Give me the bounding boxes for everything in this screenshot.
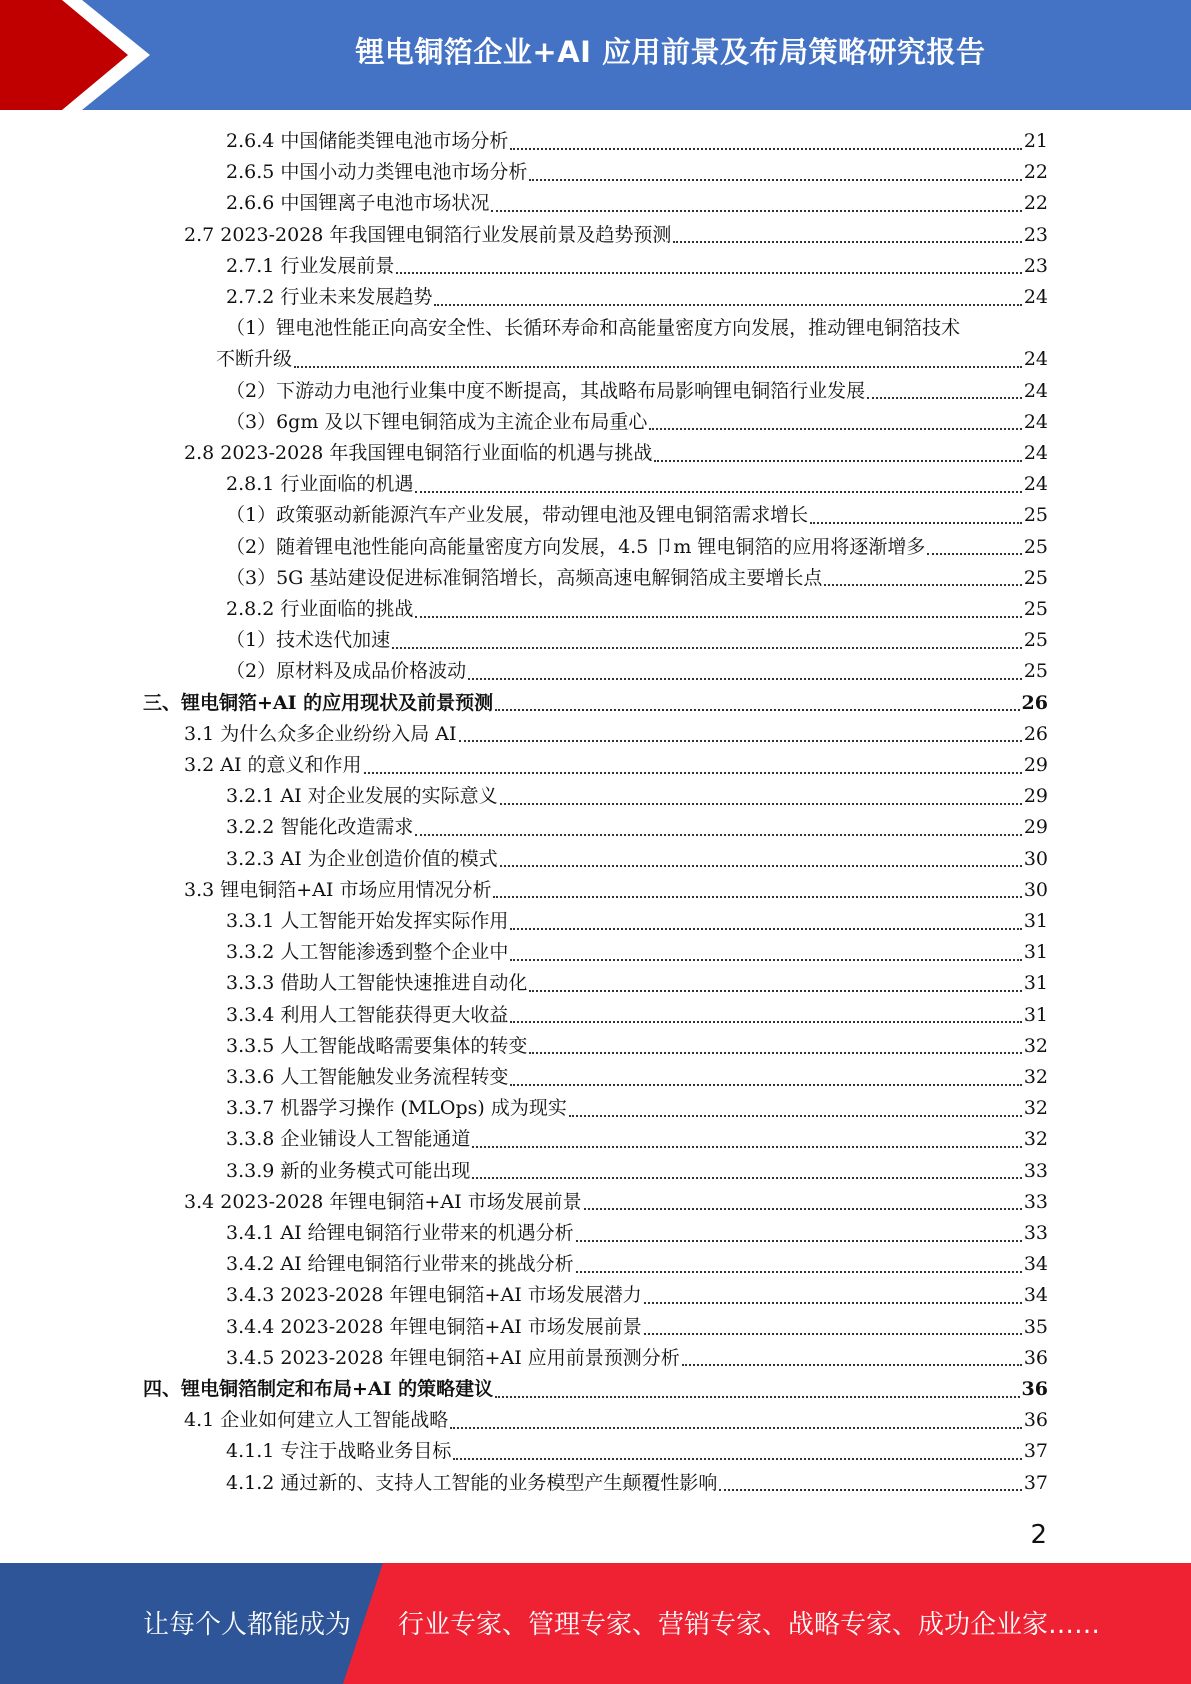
toc-entry[interactable] bbox=[216, 344, 1048, 375]
toc-entry-page: 31 bbox=[1023, 910, 1048, 932]
toc-dot-leader bbox=[434, 304, 1021, 306]
page-number: 2 bbox=[1030, 1520, 1047, 1550]
toc-entry[interactable] bbox=[226, 1062, 1048, 1093]
toc-entry[interactable] bbox=[226, 906, 1048, 937]
toc-entry-title: （1）锂电池性能正向高安全性、长循环寿命和高能量密度方向发展，推动锂电铜箔技术 bbox=[226, 317, 961, 340]
toc-entry[interactable] bbox=[226, 1156, 1048, 1187]
toc-entry-title: 3.3 锂电铜箔+AI 市场应用情况分析 bbox=[184, 878, 492, 901]
toc-dot-leader bbox=[364, 772, 1022, 774]
toc-dot-leader bbox=[450, 1427, 1022, 1429]
toc-entry-page: 25 bbox=[1023, 535, 1048, 558]
toc-entry-title: 四、锂电铜箔制定和布局+AI 的策略建议 bbox=[143, 1378, 494, 1400]
toc-entry-title: （1）政策驱动新能源汽车产业发展，带动锂电池及锂电铜箔需求增长 bbox=[226, 504, 809, 527]
toc-entry-page: 35 bbox=[1023, 1315, 1048, 1338]
toc-entry-title: 2.8.1 行业面临的机遇 bbox=[226, 473, 414, 496]
toc-entry[interactable] bbox=[226, 594, 1048, 625]
toc-entry[interactable] bbox=[143, 688, 1048, 719]
toc-entry-title: 3.4.4 2023-2028 年锂电铜箔+AI 市场发展前景 bbox=[226, 1315, 642, 1338]
toc-entry[interactable] bbox=[226, 251, 1048, 282]
toc-entry-page: 23 bbox=[1023, 254, 1048, 277]
toc-dot-leader bbox=[459, 740, 1022, 742]
toc-entry[interactable] bbox=[226, 625, 1048, 656]
toc-entry-title: 3.3.8 企业铺设人工智能通道 bbox=[226, 1128, 471, 1151]
toc-entry-title: 3.3.2 人工智能渗透到整个企业中 bbox=[226, 941, 509, 964]
toc-entry[interactable] bbox=[226, 1436, 1048, 1467]
toc-dot-leader bbox=[576, 1271, 1022, 1273]
toc-entry-page: 29 bbox=[1023, 754, 1048, 776]
toc-entry-page: 22 bbox=[1023, 161, 1048, 184]
toc-entry-page: 30 bbox=[1023, 847, 1048, 870]
toc-entry-page: 24 bbox=[1023, 473, 1048, 496]
toc-entry-title: 3.4 2023-2028 年锂电铜箔+AI 市场发展前景 bbox=[184, 1190, 582, 1213]
toc-entry-title: 2.6.5 中国小动力类锂电池市场分析 bbox=[226, 161, 528, 184]
toc-entry-title: 2.7.2 行业未来发展趋势 bbox=[226, 286, 433, 308]
toc-entry-title: （2）原材料及成品价格波动 bbox=[226, 660, 467, 683]
toc-entry-page: 32 bbox=[1023, 1034, 1048, 1057]
toc-entry[interactable] bbox=[226, 282, 1048, 313]
toc-dot-leader bbox=[500, 865, 1022, 867]
toc-entry[interactable] bbox=[226, 937, 1048, 968]
toc-entry[interactable] bbox=[226, 844, 1048, 875]
toc-entry-page: 24 bbox=[1023, 379, 1048, 402]
toc-entry[interactable] bbox=[226, 313, 1048, 344]
toc-dot-leader bbox=[576, 1240, 1022, 1242]
toc-entry[interactable] bbox=[184, 1405, 1048, 1436]
toc-dot-leader bbox=[468, 678, 1022, 680]
toc-entry-title: 3.1 为什么众多企业纷纷入局 AI bbox=[184, 722, 457, 745]
toc-entry[interactable] bbox=[184, 438, 1048, 469]
toc-dot-leader bbox=[510, 1084, 1021, 1086]
toc-dot-leader bbox=[493, 896, 1021, 898]
toc-entry-page: 36 bbox=[1021, 1378, 1048, 1400]
toc-entry-page: 29 bbox=[1023, 816, 1048, 839]
toc-dot-leader bbox=[396, 272, 1021, 274]
toc-dot-leader bbox=[510, 959, 1021, 961]
toc-entry-page: 31 bbox=[1023, 941, 1048, 964]
toc-entry[interactable] bbox=[226, 1124, 1048, 1155]
toc-entry-page: 32 bbox=[1023, 1066, 1048, 1088]
toc-entry-title: 3.3.9 新的业务模式可能出现 bbox=[226, 1159, 471, 1182]
toc-dot-leader bbox=[500, 803, 1022, 805]
toc-entry[interactable] bbox=[226, 1312, 1048, 1343]
toc-entry-title: 3.3.6 人工智能触发业务流程转变 bbox=[226, 1066, 509, 1088]
toc-entry[interactable] bbox=[184, 220, 1048, 251]
toc-entry-page: 32 bbox=[1023, 1128, 1048, 1151]
toc-dot-leader bbox=[654, 460, 1021, 462]
toc-entry[interactable] bbox=[226, 157, 1048, 188]
toc-entry-title: 3.3.1 人工智能开始发挥实际作用 bbox=[226, 910, 509, 932]
toc-entry-title: 3.3.4 利用人工智能获得更大收益 bbox=[226, 1003, 509, 1026]
toc-entry[interactable] bbox=[226, 563, 1048, 594]
toc-entry-title: 2.8 2023-2028 年我国锂电铜箔行业面临的机遇与挑战 bbox=[184, 442, 653, 464]
toc-entry-page: 26 bbox=[1021, 691, 1048, 714]
toc-dot-leader bbox=[472, 1146, 1021, 1148]
toc-entry-page: 25 bbox=[1023, 566, 1048, 589]
toc-dot-leader bbox=[392, 647, 1022, 649]
header-arrow-decoration bbox=[0, 0, 150, 110]
toc-entry[interactable] bbox=[226, 1280, 1048, 1311]
toc-entry-page: 33 bbox=[1023, 1222, 1048, 1244]
toc-entry[interactable] bbox=[184, 875, 1048, 906]
toc-dot-leader bbox=[510, 1021, 1021, 1023]
toc-entry-page: 29 bbox=[1023, 785, 1048, 808]
toc-dot-leader bbox=[495, 709, 1019, 711]
toc-entry-page: 33 bbox=[1023, 1190, 1048, 1213]
toc-entry-page: 34 bbox=[1023, 1284, 1048, 1307]
toc-entry[interactable] bbox=[226, 1031, 1048, 1062]
toc-entry-page: 30 bbox=[1023, 878, 1048, 901]
toc-entry-page: 25 bbox=[1023, 629, 1048, 652]
toc-dot-leader bbox=[415, 834, 1021, 836]
toc-dot-leader bbox=[644, 1302, 1022, 1304]
toc-entry-title: （3）5G 基站建设促进标准铜箔增长，高频高速电解铜箔成主要增长点 bbox=[226, 566, 823, 589]
toc-dot-leader bbox=[867, 397, 1022, 399]
toc-entry[interactable] bbox=[226, 469, 1048, 500]
toc-entry-page: 24 bbox=[1023, 442, 1048, 464]
toc-entry-page: 32 bbox=[1023, 1097, 1048, 1120]
toc-entry[interactable] bbox=[226, 126, 1048, 157]
toc-entry-title: 2.6.6 中国锂离子电池市场状况 bbox=[226, 192, 490, 215]
toc-entry-page: 36 bbox=[1023, 1409, 1048, 1432]
toc-entry-title: 3.3.5 人工智能战略需要集体的转变 bbox=[226, 1034, 528, 1057]
toc-entry-title: 3.3.3 借助人工智能快速推进自动化 bbox=[226, 972, 528, 995]
toc-dot-leader bbox=[584, 1208, 1022, 1210]
toc-entry-title: 3.3.7 机器学习操作 (MLOps) 成为现实 bbox=[226, 1097, 567, 1120]
toc-entry-title: 3.4.1 AI 给锂电铜箔行业带来的机遇分析 bbox=[226, 1222, 574, 1244]
toc-entry[interactable] bbox=[226, 812, 1048, 843]
toc-entry-page: 25 bbox=[1023, 660, 1048, 683]
toc-entry-page: 26 bbox=[1023, 722, 1048, 745]
toc-entry-title: 3.4.2 AI 给锂电铜箔行业带来的挑战分析 bbox=[226, 1253, 574, 1276]
toc-dot-leader bbox=[649, 428, 1021, 430]
toc-entry-title: 3.4.3 2023-2028 年锂电铜箔+AI 市场发展潜力 bbox=[226, 1284, 642, 1307]
toc-entry-title: （1）技术迭代加速 bbox=[226, 629, 391, 652]
toc-entry-page: 24 bbox=[1023, 348, 1048, 371]
report-header bbox=[0, 0, 1191, 110]
toc-entry-page: 36 bbox=[1023, 1346, 1048, 1369]
toc-dot-leader bbox=[495, 1396, 1019, 1398]
toc-entry-page: 23 bbox=[1023, 223, 1048, 246]
toc-entry[interactable] bbox=[226, 656, 1048, 687]
toc-entry-page: 31 bbox=[1023, 972, 1048, 995]
toc-entry-page: 34 bbox=[1023, 1253, 1048, 1276]
toc-dot-leader bbox=[644, 1333, 1022, 1335]
toc-entry-title: （3）6gm 及以下锂电铜箔成为主流企业布局重心 bbox=[226, 410, 648, 433]
toc-entry[interactable] bbox=[226, 1000, 1048, 1031]
toc-entry-title: 2.7.1 行业发展前景 bbox=[226, 254, 395, 277]
toc-entry[interactable] bbox=[143, 1374, 1048, 1405]
toc-entry[interactable] bbox=[226, 500, 1048, 531]
toc-dot-leader bbox=[415, 616, 1021, 618]
footer-slogan-right: 行业专家、管理专家、营销专家、战略专家、成功企业家…… bbox=[398, 1610, 1101, 1640]
toc-dot-leader bbox=[415, 491, 1021, 493]
toc-dot-leader bbox=[529, 990, 1021, 992]
toc-entry[interactable] bbox=[226, 1093, 1048, 1124]
toc-entry-title: 3.4.5 2023-2028 年锂电铜箔+AI 应用前景预测分析 bbox=[226, 1346, 680, 1369]
toc-dot-leader bbox=[294, 366, 1022, 368]
toc-entry[interactable] bbox=[226, 1468, 1048, 1499]
toc-entry[interactable] bbox=[226, 781, 1048, 812]
toc-entry[interactable] bbox=[226, 188, 1048, 219]
toc-entry-page: 22 bbox=[1023, 192, 1048, 215]
toc-dot-leader bbox=[673, 241, 1021, 243]
toc-entry-page: 25 bbox=[1023, 504, 1048, 527]
toc-dot-leader bbox=[927, 553, 1021, 555]
toc-entry[interactable] bbox=[184, 719, 1048, 750]
toc-entry-title: 2.6.4 中国储能类锂电池市场分析 bbox=[226, 130, 509, 152]
toc-entry-page: 21 bbox=[1023, 130, 1048, 152]
toc-entry[interactable] bbox=[184, 1187, 1048, 1218]
toc-entry[interactable] bbox=[226, 1218, 1048, 1249]
toc-entry[interactable] bbox=[226, 1249, 1048, 1280]
toc-entry[interactable] bbox=[226, 1343, 1048, 1374]
toc-entry[interactable] bbox=[184, 750, 1048, 781]
toc-entry-title: 4.1.2 通过新的、支持人工智能的业务模型产生颠覆性影响 bbox=[226, 1471, 718, 1494]
toc-dot-leader bbox=[529, 179, 1021, 181]
toc-entry-page: 31 bbox=[1023, 1003, 1048, 1026]
toc-entry-page: 37 bbox=[1023, 1440, 1048, 1463]
toc-entry-title: 3.2.3 AI 为企业创造价值的模式 bbox=[226, 847, 498, 870]
toc-dot-leader bbox=[453, 1458, 1021, 1460]
toc-dot-leader bbox=[682, 1364, 1022, 1366]
toc-entry-page: 37 bbox=[1023, 1471, 1048, 1494]
toc-entry-title: 4.1 企业如何建立人工智能战略 bbox=[184, 1409, 449, 1432]
toc-entry-title: 3.2.1 AI 对企业发展的实际意义 bbox=[226, 785, 498, 808]
toc-dot-leader bbox=[719, 1489, 1021, 1491]
toc-dot-leader bbox=[491, 210, 1021, 212]
toc-entry[interactable] bbox=[226, 376, 1048, 407]
toc-entry-page: 25 bbox=[1023, 598, 1048, 620]
toc-entry-page: 33 bbox=[1023, 1159, 1048, 1182]
footer-slogan-left: 让每个人都能成为 bbox=[143, 1610, 352, 1640]
toc-dot-leader bbox=[510, 928, 1021, 930]
toc-entry[interactable] bbox=[226, 532, 1048, 563]
toc-entry[interactable] bbox=[226, 968, 1048, 999]
report-title: 锂电铜箔企业+AI 应用前景及布局策略研究报告 bbox=[355, 34, 986, 69]
toc-entry-page: 24 bbox=[1023, 286, 1048, 308]
toc-entry[interactable] bbox=[226, 407, 1048, 438]
toc-dot-leader bbox=[510, 148, 1021, 150]
toc-entry-title: 不断升级 bbox=[216, 348, 293, 371]
toc-dot-leader bbox=[472, 1177, 1021, 1179]
toc-dot-leader bbox=[529, 1052, 1021, 1054]
toc-dot-leader bbox=[824, 584, 1021, 586]
toc-entry-title: 2.8.2 行业面临的挑战 bbox=[226, 598, 414, 620]
toc-dot-leader bbox=[569, 1115, 1022, 1117]
toc-entry-title: 2.7 2023-2028 年我国锂电铜箔行业发展前景及趋势预测 bbox=[184, 223, 672, 246]
toc-entry-title: 三、锂电铜箔+AI 的应用现状及前景预测 bbox=[143, 691, 494, 714]
toc-entry-title: 3.2 AI 的意义和作用 bbox=[184, 754, 362, 776]
toc-dot-leader bbox=[810, 522, 1022, 524]
toc-entry-title: 3.2.2 智能化改造需求 bbox=[226, 816, 414, 839]
toc-entry-title: （2）下游动力电池行业集中度不断提高，其战略布局影响锂电铜箔行业发展 bbox=[226, 379, 866, 402]
toc-entry-title: 4.1.1 专注于战略业务目标 bbox=[226, 1440, 452, 1463]
toc-entry-title: （2）随着锂电池性能向高能量密度方向发展，4.5 卩m 锂电铜箔的应用将逐渐增多 bbox=[226, 535, 926, 558]
toc-entry-page: 24 bbox=[1023, 410, 1048, 433]
